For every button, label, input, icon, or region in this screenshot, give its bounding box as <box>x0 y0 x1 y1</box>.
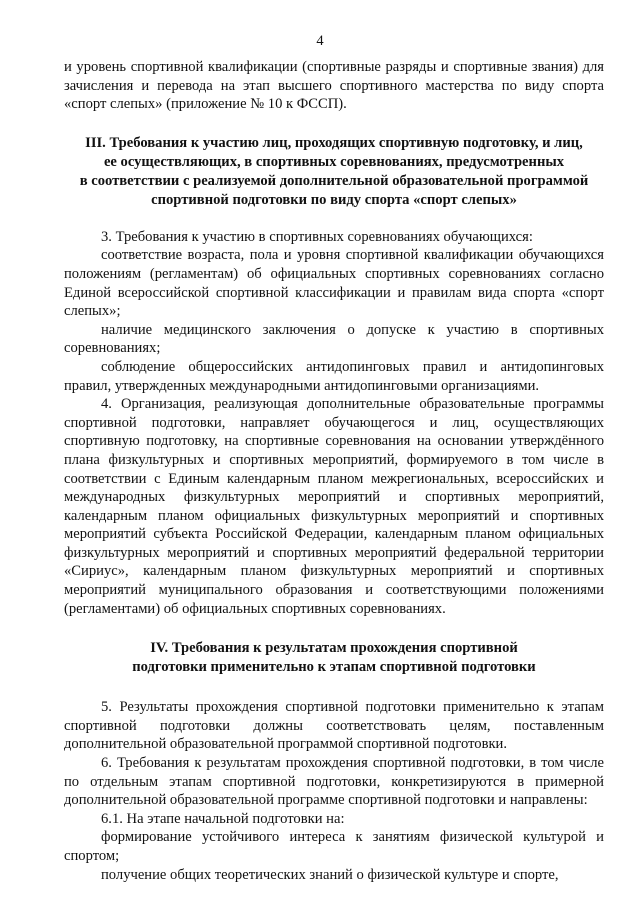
clause-5-paragraph: 5. Результаты прохождения спортивной подготовки применительно к этапам спортивной подготовки должны соответствовать целям, поставленным дополнительной образовательной программой спортивной подготовки. <box>64 699 604 753</box>
heading-line: подготовки применительно к этапам спортивной подготовки <box>132 659 536 676</box>
section-4-heading <box>64 639 604 677</box>
heading-line: спортивной подготовки по виду спорта «спорт слепых» <box>151 191 517 208</box>
heading-line: IV. Требования к результатам прохождения спортивной <box>150 640 518 657</box>
goal-knowledge-paragraph: получение общих теоретических знаний о физической культуре и спорте, <box>101 866 559 883</box>
clause-6-1-paragraph: 6.1. На этапе начальной подготовки на: <box>101 810 345 827</box>
goal-interest-paragraph: формирование устойчивого интереса к занятиям физической культурой и спортом; <box>64 829 604 864</box>
page-content <box>64 58 604 884</box>
continuation-paragraph: и уровень спортивной квалификации (спортивные разряды и спортивные звания) для зачисления и перевода на этап высшего спортивного мастерства по виду спорта «спорт слепых» (приложение № 10 к ФССП). <box>64 59 604 113</box>
clause-6-paragraph: 6. Требования к результатам прохождения спортивной подготовки, в том числе по отдельным этапам спортивной подготовки, конкретизируются в примерной дополнительной образовательной программе спортивной подготовки и направлены: <box>64 755 604 809</box>
clause-4-paragraph: 4. Организация, реализующая дополнительные образовательные программы спортивной подготовки, направляет обучающегося и лиц, осуществляющих спортивную подготовку, на спортивные соревнования на основании утверждённого плана физкультурных и спортивных мероприятий, формируемого в том числе в соответствии с Единым календарным планом межрегиональных, всероссийских и международных физкультурных мероприятий и спортивных мероприятий, календарным планом официальных физкультурных мероприятий и спортивных мероприятий субъекта Российской Федерации, календарным планом официальных физкультурных мероприятий и спортивных мероприятий федеральной территории «Сириус», календарным планом физкультурных мероприятий и спортивных мероприятий муниципального образования и соответствующими положениями (регламентами) об официальных спортивных соревнованиях. <box>64 396 604 617</box>
section-3-heading <box>64 134 604 210</box>
requirement-age-paragraph: соответствие возраста, пола и уровня спортивной квалификации обучающихся положениям (регламентам) об официальных спортивных соревнованиях согласно Единой всероссийской спортивной классификации и правилам вида спорта «спорт слепых»; <box>64 247 604 320</box>
heading-line: ее осуществляющих, в спортивных соревнованиях, предусмотренных <box>103 153 565 170</box>
heading-line: в соответствии с реализуемой дополнительной образовательной программой <box>79 172 589 189</box>
requirement-antidoping-paragraph: соблюдение общероссийских антидопинговых правил и антидопинговых правил, утвержденных международными антидопинговыми организациями. <box>64 358 604 394</box>
requirement-medical-paragraph: наличие медицинского заключения о допуске к участию в спортивных соревнованиях; <box>64 321 604 357</box>
clause-3-paragraph: 3. Требования к участию в спортивных соревнованиях обучающихся: <box>101 228 533 245</box>
heading-line: III. Требования к участию лиц, проходящих спортивную подготовку, и лиц, <box>85 134 583 151</box>
page-number: 4 <box>316 33 324 49</box>
